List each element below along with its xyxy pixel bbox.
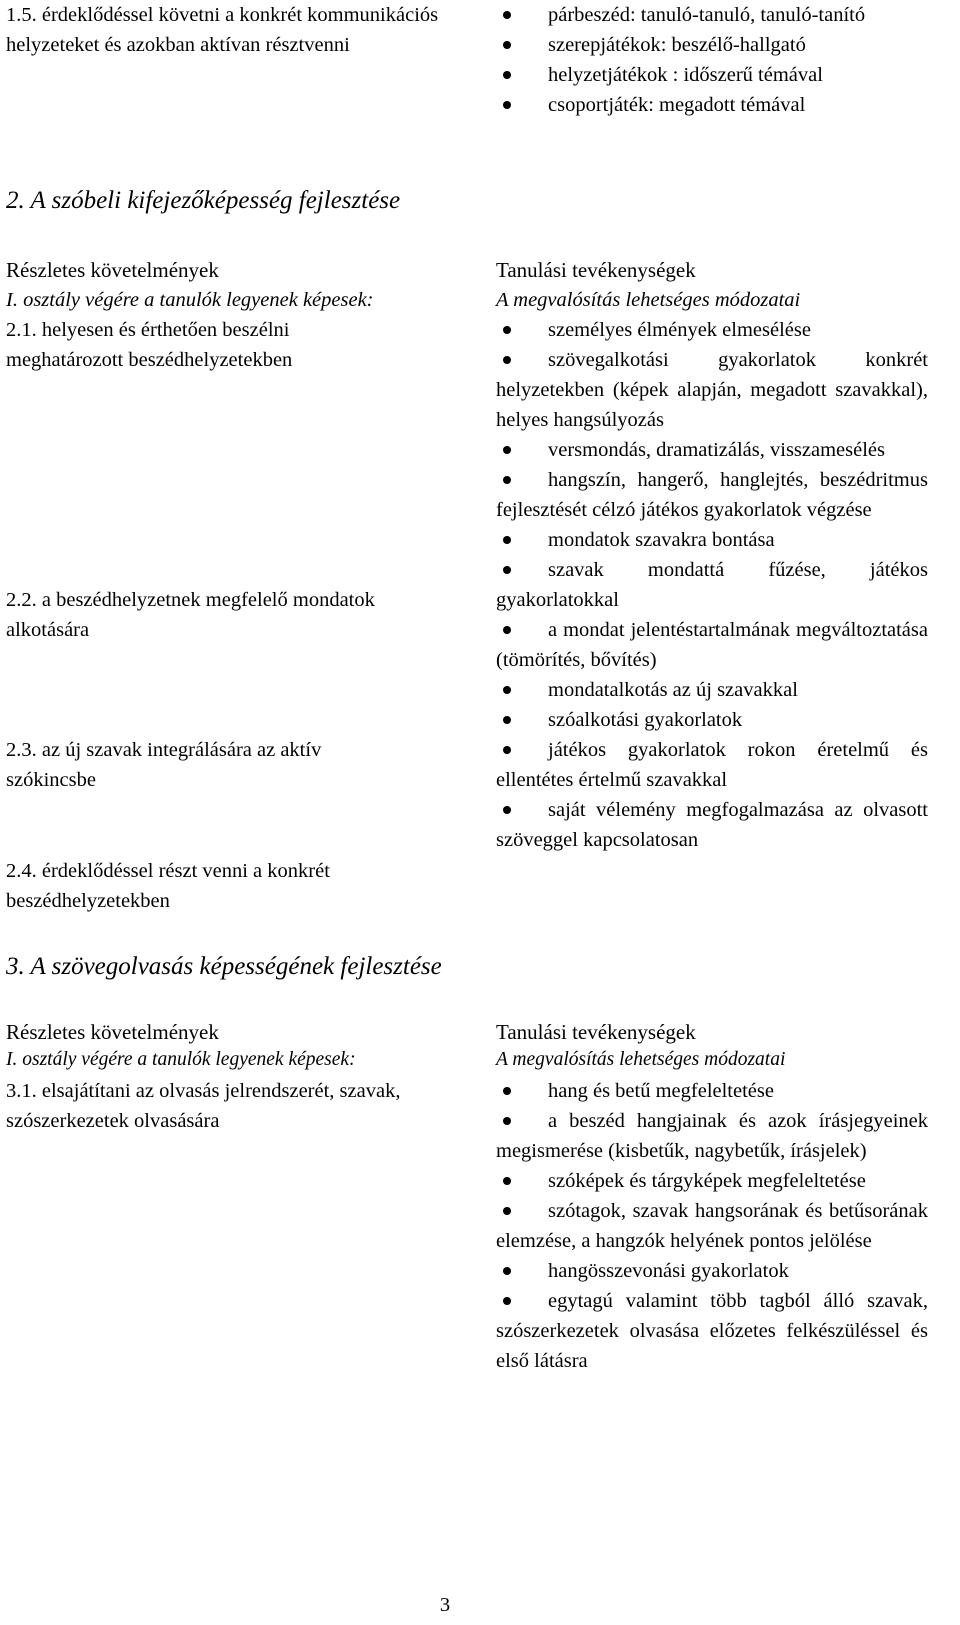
list-item: hangszín, hangerő, hanglejtés, beszédritmus fejlesztését célzó játékos gyakorlatok végzése [496, 469, 928, 521]
requirements-heading: Részletes követelmények [6, 1020, 219, 1044]
requirements-heading: Részletes követelmények [6, 258, 219, 282]
list-item: a beszéd hangjainak és azok írásjegyeinek megismerése (kisbetűk, nagybetűk, írásjelek) [496, 1110, 928, 1162]
bullet-icon [503, 326, 511, 334]
requirement-2-3: 2.3. az új szavak integrálására az aktív szókincsbe [6, 739, 322, 791]
list-item: helyzetjátékok : időszerű témával [496, 60, 928, 90]
list-item: szövegalkotási gyakorlatok konkrét helyzetekben (képek alapján, megadott szavakkal), helyes hangsúlyozás [496, 349, 928, 431]
requirements-subheading: I. osztály végére a tanulók legyenek képesek: [6, 289, 374, 311]
list-item: szavak mondattá fűzése, játékos gyakorlatokkal [496, 559, 928, 611]
list-item: csoportjáték: megadott témával [496, 90, 928, 120]
bullet-icon [503, 11, 511, 19]
requirement-3-1: 3.1. elsajátítani az olvasás jelrendszerét, szavak, szószerkezetek olvasására [6, 1080, 401, 1132]
activities-heading: Tanulási tevékenységek [496, 258, 696, 282]
bullet-icon [503, 686, 511, 694]
bullet-icon [503, 71, 511, 79]
section-3-title: 3. A szövegolvasás képességének fejlesztése [6, 953, 442, 980]
list-item: a mondat jelentéstartalmának megváltoztatása (tömörítés, bővítés) [496, 619, 928, 671]
list-item: saját vélemény megfogalmazása az olvasott szöveggel kapcsolatosan [496, 799, 928, 851]
activities-subheading: A megvalósítás lehetséges módozatai [496, 1049, 786, 1070]
requirements-subheading: I. osztály végére a tanulók legyenek képesek: [6, 1049, 356, 1070]
bullet-icon [503, 101, 511, 109]
bullet-icon [503, 536, 511, 544]
bullet-icon [503, 806, 511, 814]
bullet-icon [503, 1267, 511, 1275]
bullet-icon [503, 746, 511, 754]
activities-heading: Tanulási tevékenységek [496, 1020, 696, 1044]
list-item: személyes élmények elmesélése [496, 315, 928, 345]
list-item: hang és betű megfeleltetése [496, 1076, 928, 1106]
bullet-icon [503, 1207, 511, 1215]
list-item: versmondás, dramatizálás, visszamesélés [496, 435, 928, 465]
bullet-icon [503, 476, 511, 484]
list-item: játékos gyakorlatok rokon éretelmű és ellentétes értelmű szavakkal [496, 739, 928, 791]
bullet-icon [503, 626, 511, 634]
bullet-icon [503, 446, 511, 454]
bullet-icon [503, 1177, 511, 1185]
bullet-icon [503, 1297, 511, 1305]
bullet-icon [503, 566, 511, 574]
bullet-icon [503, 1117, 511, 1125]
bullet-icon [503, 1087, 511, 1095]
list-item: szerepjátékok: beszélő-hallgató [496, 30, 928, 60]
requirement-1-5: 1.5. érdeklődéssel követni a konkrét kommunikációs helyzeteket és azokban aktívan résztvenni [6, 4, 439, 56]
s2-activity-list [496, 315, 928, 855]
bullet-icon [503, 716, 511, 724]
requirement-2-4: 2.4. érdeklődéssel részt venni a konkrét beszédhelyzetekben [6, 860, 330, 912]
requirement-2-2: 2.2. a beszédhelyzetnek megfelelő mondatok alkotására [6, 589, 375, 641]
list-item: mondatok szavakra bontása [496, 525, 928, 555]
bullet-icon [503, 356, 511, 364]
bullet-icon [503, 41, 511, 49]
s3-activity-list [496, 1076, 928, 1376]
section-2-title: 2. A szóbeli kifejezőképesség fejlesztése [6, 187, 401, 214]
list-item: hangösszevonási gyakorlatok [496, 1256, 928, 1286]
requirement-2-1: 2.1. helyesen és érthetően beszélni meghatározott beszédhelyzetekben [6, 319, 293, 371]
list-item: mondatalkotás az új szavakkal [496, 675, 928, 705]
s1-activity-list [496, 0, 928, 120]
list-item: szótagok, szavak hangsorának és betűsorának elemzése, a hangzók helyének pontos jelölése [496, 1200, 928, 1252]
list-item: egytagú valamint több tagból álló szavak, szószerkezetek olvasása előzetes felkészüléssel és első látásra [496, 1290, 928, 1372]
list-item: párbeszéd: tanuló-tanuló, tanuló-tanító [496, 0, 928, 30]
list-item: szóalkotási gyakorlatok [496, 705, 928, 735]
list-item: szóképek és tárgyképek megfeleltetése [496, 1166, 928, 1196]
page-number: 3 [439, 1594, 451, 1616]
activities-subheading: A megvalósítás lehetséges módozatai [496, 289, 801, 311]
